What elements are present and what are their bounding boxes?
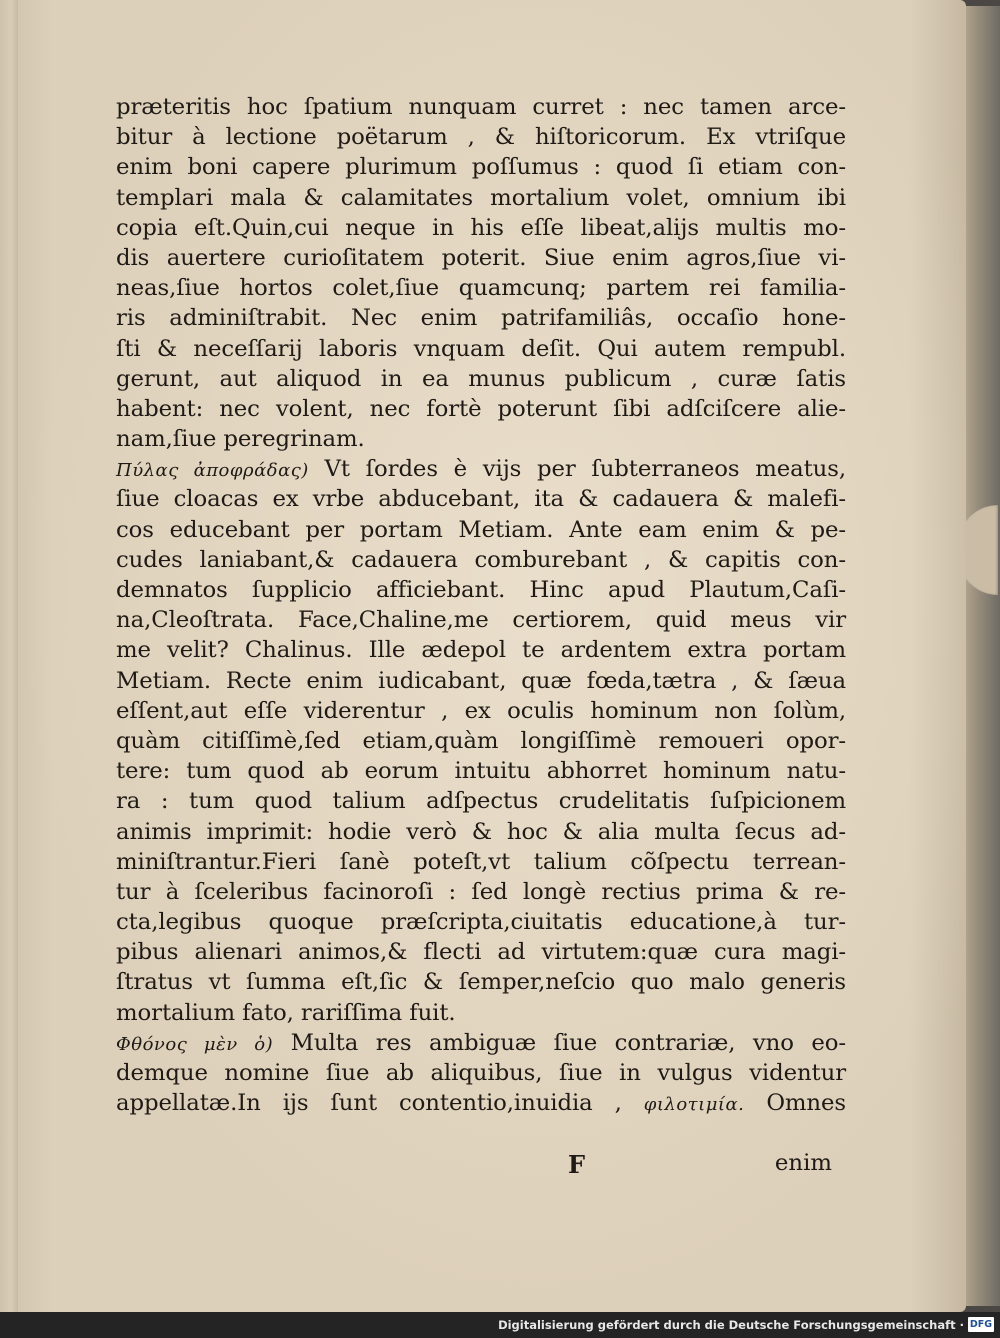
text-line: tur à ſceleribus facinoroſi : ſed longè rectius prima & re- xyxy=(116,878,846,905)
greek-lemma: Πύλας ἀποφράδας) xyxy=(116,460,309,482)
text-line: dis auertere curioſitatem poterit. Siue enim agros,ſiue vi- xyxy=(116,244,846,271)
text-span: Vt ſordes è vijs per ſubterraneos meatus, xyxy=(324,456,847,483)
dfg-logo: DFG xyxy=(969,1319,993,1330)
page-gutter xyxy=(0,0,18,1312)
text-line: ris adminiſtrabit. Nec enim patrifamiliâs, occaſio hone- xyxy=(116,305,846,332)
text-line: bitur à lectione poëtarum , & hiſtoricorum. Ex vtriſque xyxy=(116,124,846,151)
paragraph-lemma-line xyxy=(116,1028,846,1058)
text-line: animis imprimit: hodie verò & hoc & alia multa ſecus ad- xyxy=(116,818,846,845)
text-line: prӕteritis hoc ſpatium nunquam curret : nec tamen arce- xyxy=(116,94,846,120)
text-line: na,Cleoſtrata. Face,Chaline,me certiorem, quid meus vir xyxy=(116,607,846,634)
greek-lemma: Φθόνος μὲν ὁ) xyxy=(116,1033,274,1055)
text-line: cta,legibus quoque prӕſcripta,ciuitatis educatione,à tur- xyxy=(116,909,846,936)
text-line: ra : tum quod talium adſpectus crudelitatis ſuſpicionem xyxy=(116,788,846,815)
page-foot xyxy=(116,1150,832,1182)
text-line: demnatos ſupplicio afficiebant. Hinc apud Plautum,Caſi- xyxy=(116,577,846,603)
text-line: enim boni capere plurimum poſſumus : quod ſi etiam con- xyxy=(116,154,846,181)
text-line: ſiue cloacas ex vrbe abducebant, ita & cadauera & malefi- xyxy=(116,486,846,513)
text-line: quàm citiſſimè,ſed etiam,quàm longiſſimè remoueri opor- xyxy=(116,727,846,754)
text-line: mortalium fato, rariſſima fuit. xyxy=(116,999,456,1026)
text-line: cudes laniabant,& cadauera comburebant , & capitis con- xyxy=(116,546,846,573)
text-line: tere: tum quod ab eorum intuitu abhorret hominum natu- xyxy=(116,758,846,785)
text-line: eſſent,aut eſſe viderentur , ex oculis hominum non ſolùm, xyxy=(116,697,846,724)
paragraph-lemma-line xyxy=(116,454,846,484)
page-text xyxy=(116,92,846,1118)
text-line: nam,ſiue peregrinam. xyxy=(116,426,365,453)
text-line: demque nomine ſiue ab aliquibus, ſiue in vulgus videntur xyxy=(116,1060,846,1086)
text-span: Omnes xyxy=(766,1090,846,1117)
signature-mark: F xyxy=(568,1150,586,1179)
text-line: pibus alienari animos,& flecti ad virtutem:quӕ cura magi- xyxy=(116,939,846,966)
book-fore-edge xyxy=(962,6,1000,1306)
text-line: templari mala & calamitates mortalium volet, omnium ibi xyxy=(116,184,846,211)
text-line: ſti & neceſſarij laboris vnquam deſit. Qui autem rempubl. xyxy=(116,335,846,362)
text-span: appellatӕ.In ijs ſunt contentio,inuidia , xyxy=(116,1090,622,1117)
text-line: copia eſt.Quin,cui neque in his eſſe libeat,alijs multis mo- xyxy=(116,214,846,241)
text-line: Metiam. Recte enim iudicabant, quӕ fœda,tӕtra , & ſӕua xyxy=(116,667,846,694)
text-line: habent: nec volent, nec fortè poterunt ſibi adſciſcere alie- xyxy=(116,395,846,422)
text-line xyxy=(116,1088,846,1118)
text-line: miniſtrantur.Fieri ſanè poteſt,vt talium cõſpectu terrean- xyxy=(116,848,846,875)
catchword: enim xyxy=(774,1150,832,1176)
funding-credit: Digitalisierung gefördert durch die Deutsche Forschungsgemeinschaft · xyxy=(498,1318,964,1332)
text-line: cos educebant per portam Metiam. Ante eam enim & pe- xyxy=(116,516,846,543)
text-span: Multa res ambiguӕ ſiue contrariӕ, vno eo- xyxy=(290,1029,846,1056)
text-line: gerunt, aut aliquod in ea munus publicum , curӕ ſatis xyxy=(116,365,846,392)
text-line: neas,ſiue hortos colet,ſiue quamcunq; partem rei familia- xyxy=(116,275,846,302)
text-line: ſtratus vt ſumma eſt,ſic & ſemper,neſcio quo malo generis xyxy=(116,969,846,996)
text-line: me velit? Chalinus. Ille ӕdepol te ardentem extra portam xyxy=(116,637,846,664)
greek-word: φιλοτιμία. xyxy=(643,1094,745,1116)
